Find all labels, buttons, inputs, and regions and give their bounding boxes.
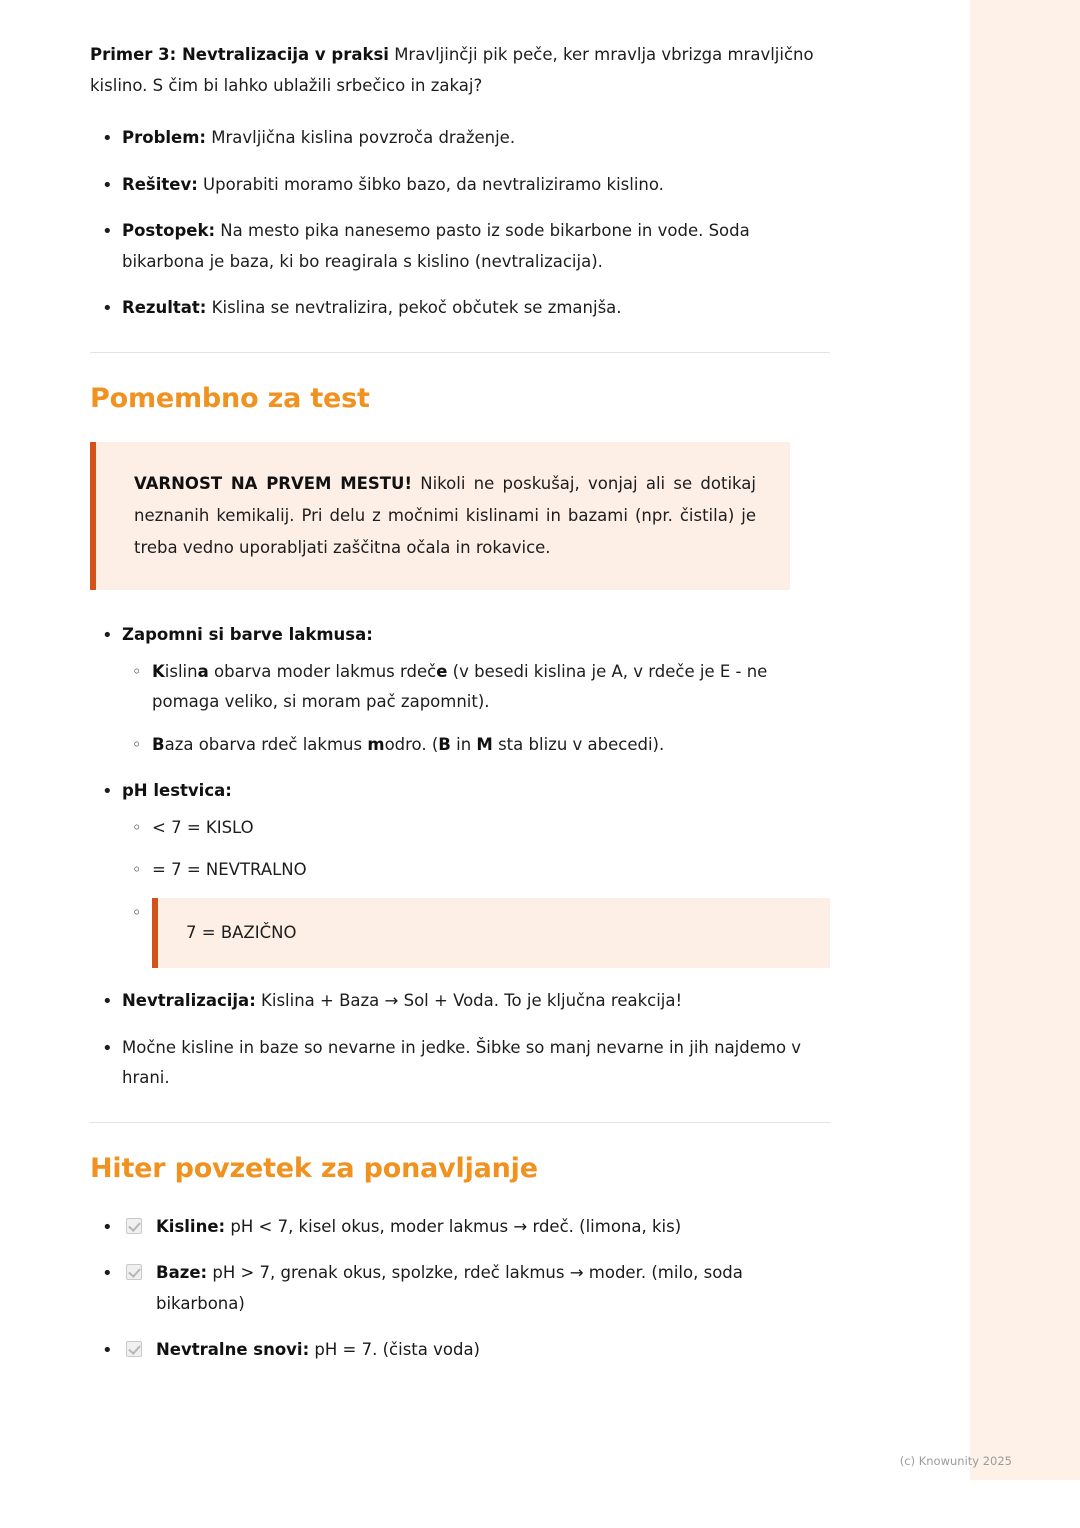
item-text: pH = 7. (čista voda) [309,1340,480,1360]
item-label: Kisline: [156,1216,226,1236]
example-list [90,123,830,324]
list-item: ◦ < 7 = KISLO [122,813,830,844]
item-label: Rešitev: [122,174,198,194]
document-content [90,40,830,1382]
litmus-tail: (v besedi kislina je A, v rdeče je E - ne pomaga veliko, si moram pač zapomnit). [152,661,768,712]
list-item [90,123,830,154]
item-text: pH < 7, kisel okus, moder lakmus → rdeč. (limona, kis) [225,1216,682,1236]
page-title-hiter-povzetek: Hiter povzetek za ponavljanje [90,1152,538,1184]
checkbox-icon[interactable] [126,1218,142,1234]
list-item [122,657,830,718]
list-item [90,293,830,324]
item-label: Problem: [122,128,207,148]
example-title: Primer 3: Nevtralizacija v praksi [90,45,389,64]
litmus-mid: obarva moder lakmus rde [208,661,428,681]
list-item-strong-weak [90,1033,830,1094]
safety-callout-body: Nikoli ne poskušaj, vonjaj ali se dotikaj neznanih kemikalij. Pri delu z močnimi kislinami in bazami (npr. čistila) je treba vedno uporabljati zaščitna očala in rokavice. [134,473,756,557]
litmus-c: č [427,661,437,681]
litmus-b: B [152,734,165,754]
list-item: ◦ = 7 = NEVTRALNO [122,855,830,886]
safety-callout-text [134,468,756,565]
list-item [122,730,830,761]
list-item-basic [122,898,830,969]
item-text: Uporabiti moramo šibko bazo, da nevtraliziramo kislino. [197,174,664,194]
litmus-aza: aza obarva rdeč lakmus [164,734,368,754]
litmus-odro: odro. ( [384,734,439,754]
item-label: Baze: [156,1263,208,1283]
example-intro [90,40,830,101]
neutralization-text: Kislina + Baza → Sol + Voda. To je ključna reakcija! [255,991,683,1011]
litmus-M2: M [476,734,493,754]
checkbox-icon[interactable] [126,1264,142,1280]
list-item [90,216,830,277]
item-text: Mravljična kislina povzroča draženje. [206,128,516,148]
page-edge-decoration [970,0,1080,1480]
list-item-neutralization [90,986,830,1017]
example-text: Mravljinčji pik peče, ker mravlja vbrizga mravljično kislino. S čim bi lahko ublažili srbečico in zakaj? [90,45,814,95]
neutralization-label: Nevtralizacija: [122,991,256,1011]
checkbox-icon[interactable] [126,1341,142,1357]
page-title-pomembno-za-test: Pomembno za test [90,382,370,414]
section-divider [90,352,830,353]
litmus-sublist [122,657,830,761]
test-points-list [90,620,830,1094]
litmus-a: a [197,661,209,681]
item-label: Nevtralne snovi: [156,1340,310,1360]
litmus-B2: B [438,734,451,754]
list-item-litmus [90,620,830,760]
litmus-tail2: sta blizu v abecedi). [492,734,665,754]
litmus-m: m [367,734,385,754]
strong-weak-text: Močne kisline in baze so nevarne in jedke. Šibke so manj nevarne in jih najdemo v hrani. [122,1037,802,1088]
section-divider-2 [90,1122,830,1123]
safety-callout-lead: VARNOST NA PRVEM MESTU! [134,473,412,493]
list-item [90,170,830,201]
basic-callout [152,898,830,969]
copyright-footer: (c) Knowunity 2025 [899,1454,1012,1468]
item-label: Postopek: [122,221,216,241]
basic-callout-text: 7 = BAZIČNO [186,922,297,942]
litmus-in: in [450,734,477,754]
list-item [90,1335,830,1366]
list-item-ph [90,776,830,968]
safety-callout [90,442,790,591]
ph-sublist [122,813,830,969]
list-item [90,1212,830,1243]
litmus-k: K [152,661,165,681]
list-item [90,1258,830,1319]
summary-list [90,1212,830,1366]
litmus-label: Zapomni si barve lakmusa: [122,625,373,645]
item-text: Na mesto pika nanesemo pasto iz sode bikarbone in vode. Soda bikarbona je baza, ki bo reagirala s kislino (nevtralizacija). [122,221,750,271]
item-label: Rezultat: [122,298,207,318]
litmus-e: e [436,661,448,681]
item-text: Kislina se nevtralizira, pekoč občutek se zmanjša. [206,298,622,318]
litmus-islin: islin [164,661,198,681]
item-text: pH > 7, grenak okus, spolzke, rdeč lakmus → moder. (milo, soda bikarbona) [156,1263,743,1313]
ph-label: pH lestvica: [122,781,232,801]
